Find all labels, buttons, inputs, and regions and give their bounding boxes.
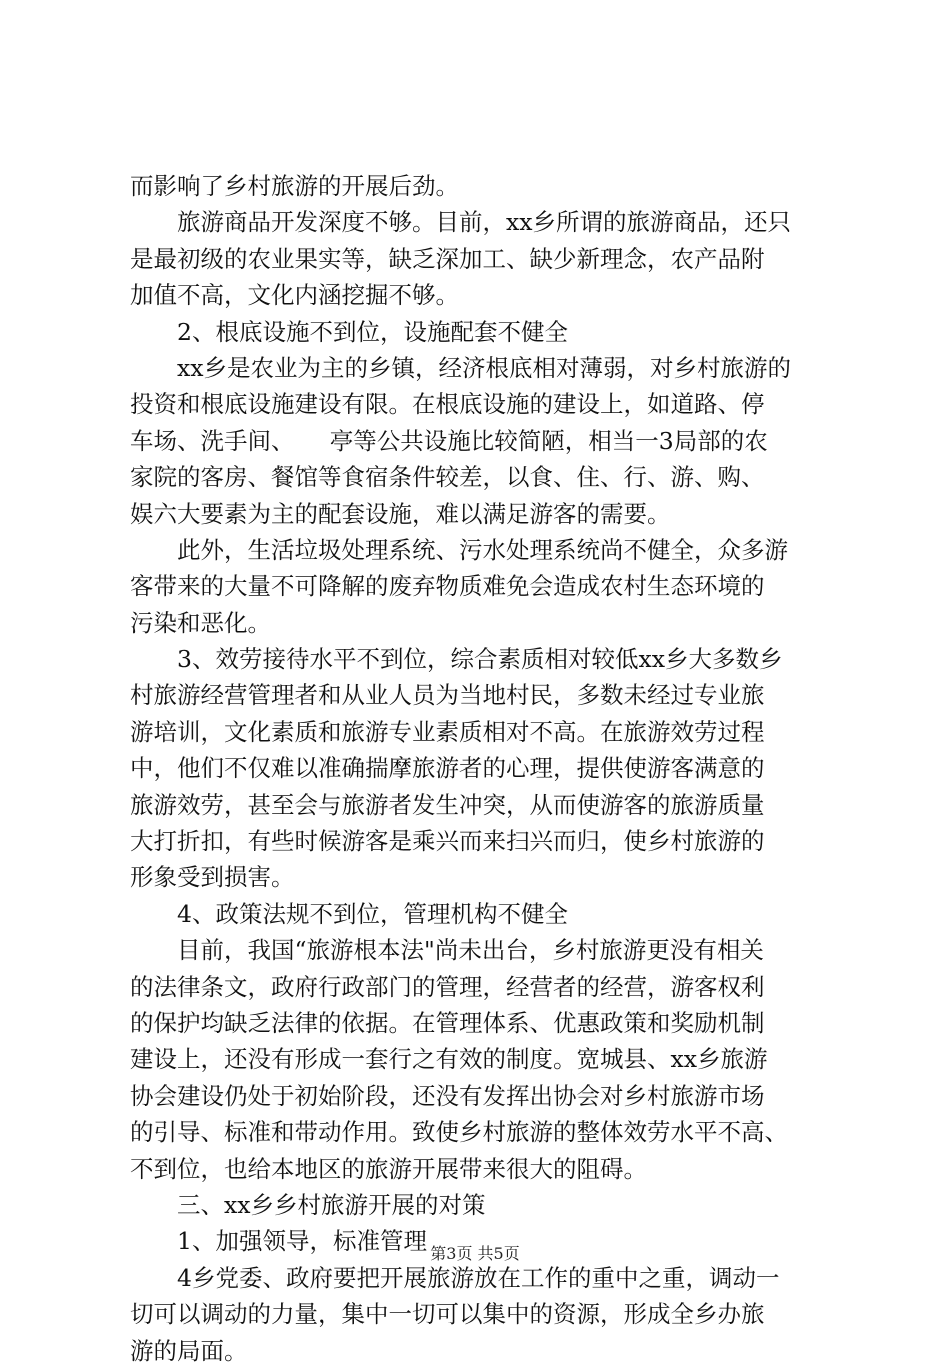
text-line: 游的局面。 — [130, 1336, 248, 1365]
text-line: 而影响了乡村旅游的开展后劲。 — [130, 172, 459, 200]
text-line: 的法律条文，政府行政部门的管理，经营者的经营，游客权利 — [130, 972, 765, 1001]
document-body — [130, 168, 830, 1369]
text-line: 旅游商品开发深度不够。目前，xx乡所谓的旅游商品，还只 — [130, 208, 792, 237]
text-line: 形象受到损害。 — [130, 863, 295, 892]
text-line: 的引导、标准和带动作用。致使乡村旅游的整体效劳水平不高、 — [130, 1118, 788, 1147]
text-line: 村旅游经营管理者和从业人员为当地村民，多数未经过专业旅 — [130, 681, 765, 710]
text-line: 中，他们不仅难以准确揣摩旅游者的心理，提供使游客满意的 — [130, 754, 765, 783]
page-number-footer: 第3页 共5页 — [430, 1244, 520, 1263]
section-heading: 1、加强领导，标准管理 — [130, 1227, 427, 1256]
text-line: 娱六大要素为主的配套设施，难以满足游客的需要。 — [130, 499, 671, 528]
text-line: 目前，我国“旅游根本法"尚未出台，乡村旅游更没有相关 — [130, 936, 764, 965]
text-line: 污染和恶化。 — [130, 608, 271, 637]
text-line: 旅游效劳，甚至会与旅游者发生冲突，从而使游客的旅游质量 — [130, 790, 765, 819]
text-line: 的保护均缺乏法律的依据。在管理体系、优惠政策和奖励机制 — [130, 1008, 765, 1037]
text-line: xx乡是农业为主的乡镇，经济根底相对薄弱，对乡村旅游的 — [130, 353, 792, 382]
text-line: 4乡党委、政府要把开展旅游放在工作的重中之重，调动一 — [130, 1263, 780, 1292]
text-line: 是最初级的农业果实等，缺乏深加工、缺少新理念，农产品附 — [130, 244, 765, 273]
text-line: 建设上，还没有形成一套行之有效的制度。宽城县、xx乡旅游 — [130, 1045, 768, 1074]
section-heading: 4、政策法规不到位，管理机构不健全 — [130, 899, 568, 928]
text-line: 切可以调动的力量，集中一切可以集中的资源，形成全乡办旅 — [130, 1300, 765, 1329]
text-line: 投资和根底设施建设有限。在根底设施的建设上，如道路、停 — [130, 390, 765, 419]
text-line: 大打折扣，有些时候游客是乘兴而来扫兴而归，使乡村旅游的 — [130, 827, 765, 856]
text-line: 协会建设仍处于初始阶段，还没有发挥出协会对乡村旅游市场 — [130, 1081, 765, 1110]
text-line: 不到位，也给本地区的旅游开展带来很大的阻碍。 — [130, 1154, 647, 1183]
text-line: 车场、洗手间、 亭等公共设施比较简陋，相当一3局部的农 — [130, 426, 768, 455]
text-line: 3、效劳接待水平不到位，综合素质相对较低xx乡大多数乡 — [130, 645, 783, 674]
section-heading: 三、xx乡乡村旅游开展的对策 — [130, 1190, 486, 1219]
text-line: 此外，生活垃圾处理系统、污水处理系统尚不健全，众多游 — [130, 535, 788, 564]
text-line: 游培训，文化素质和旅游专业素质相对不高。在旅游效劳过程 — [130, 717, 765, 746]
text-line: 加值不高，文化内涵挖掘不够。 — [130, 281, 459, 310]
text-line: 家院的客房、餐馆等食宿条件较差，以食、住、行、游、购、 — [130, 463, 765, 492]
text-line: 客带来的大量不可降解的废弃物质难免会造成农村生态环境的 — [130, 572, 765, 601]
section-heading: 2、根底设施不到位，设施配套不健全 — [130, 317, 568, 346]
